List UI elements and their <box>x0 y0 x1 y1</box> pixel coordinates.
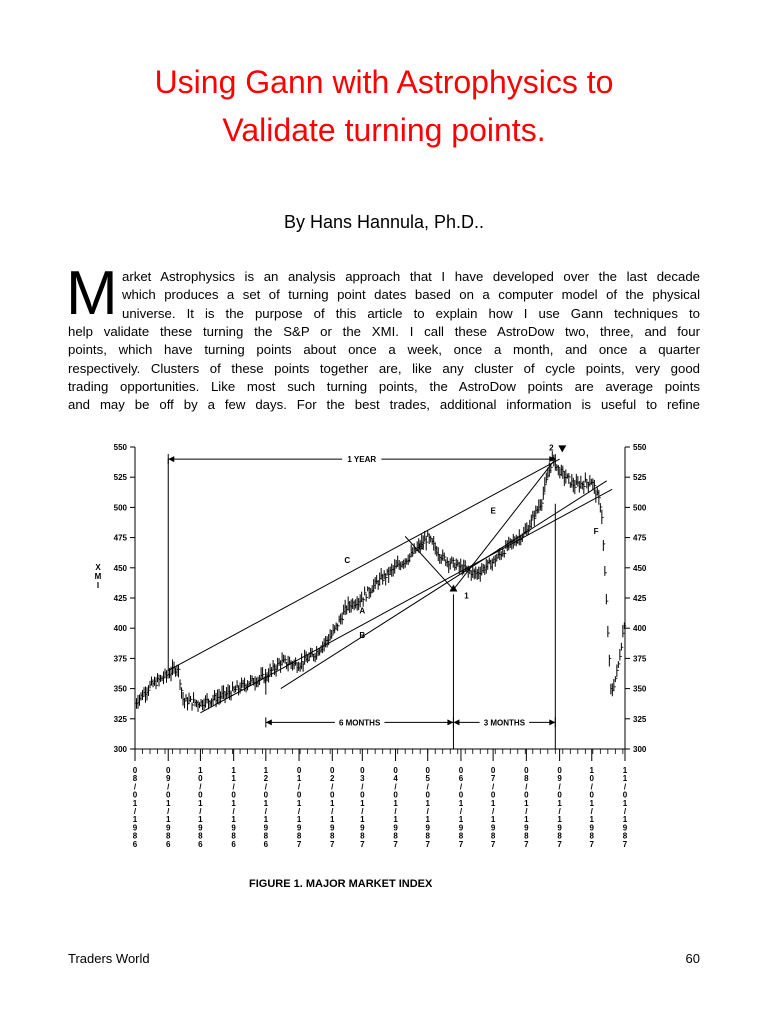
turning-point-2-marker <box>558 445 566 452</box>
y-tick-label-right: 550 <box>633 443 647 452</box>
y-axis-title: X M I <box>94 563 102 590</box>
paragraph-line: universe. It is the purpose of this article to explain how I use Gann techniques to <box>122 305 700 321</box>
trend-lines <box>168 459 612 749</box>
y-tick-label-left: 475 <box>113 533 127 543</box>
turning-point-2-label: 2 <box>549 443 554 453</box>
y-tick-label-right: 325 <box>633 714 647 724</box>
line-label-d: D <box>418 542 425 552</box>
article-title-line-2: Validate turning points. <box>222 112 546 148</box>
paragraph-line: respectively. Clusters of these points together are, like any cluster of cycle points, very good <box>68 360 700 376</box>
drop-cap: M <box>66 259 118 328</box>
y-tick-label-left: 400 <box>113 624 127 634</box>
y-tick-label-left: 425 <box>113 594 127 603</box>
y-tick-label-left: 375 <box>113 654 127 664</box>
span-six-months-label: 6 MONTHS <box>338 718 381 728</box>
y-tick-label-right: 400 <box>633 624 647 634</box>
y-tick-label-left: 525 <box>113 473 127 483</box>
footer-page-number: 60 <box>685 951 700 966</box>
line-label-e: E <box>490 506 496 516</box>
market-index-chart <box>80 432 655 902</box>
span-one-year-label: 1 YEAR <box>347 455 377 465</box>
article-title <box>40 58 728 154</box>
y-tick-label-left: 450 <box>113 563 127 573</box>
x-tick-label: 1 1 / 0 1 / 1 9 8 7 <box>622 766 628 849</box>
article-paragraph <box>68 323 700 414</box>
x-tick-label: 0 9 / 0 1 / 1 9 8 7 <box>557 766 562 849</box>
price-bars <box>135 451 626 712</box>
y-tick-label-left: 325 <box>113 714 127 724</box>
y-tick-label-right: 375 <box>633 654 647 664</box>
y-tick-label-right: 525 <box>633 473 647 483</box>
span-three-months-arrow-left <box>453 719 459 725</box>
x-tick-label: 0 6 / 0 1 / 1 9 8 7 <box>458 766 464 849</box>
market-index-figure <box>80 432 655 902</box>
paragraph-line: help validate these turning the S&P or the XMI. I call these AstroDow two, three, and four <box>68 324 700 339</box>
x-tick-label: 0 4 / 0 1 / 1 9 8 7 <box>393 766 398 849</box>
x-tick-label: 1 1 / 0 1 / 1 9 8 6 <box>231 766 236 849</box>
y-tick-label-left: 500 <box>113 503 127 513</box>
line-label-c: C <box>344 555 351 565</box>
line-label-f: F <box>593 526 599 536</box>
y-tick-label-right: 350 <box>633 684 647 694</box>
paragraph-line: points, which have turning points about once a week, once a month, and once a quarter <box>68 342 700 358</box>
span-three-months-arrow-right <box>549 719 555 725</box>
span-six-months-arrow-left <box>266 719 272 725</box>
article-title-line-1: Using Gann with Astrophysics to <box>154 64 614 100</box>
footer-publication: Traders World <box>68 951 150 966</box>
paragraph-line: and may be off by a few days. For the best trades, additional information is useful to refine <box>68 397 700 413</box>
x-tick-label: 0 8 / 0 1 / 1 9 8 7 <box>524 766 529 849</box>
trend-line-a <box>281 481 607 689</box>
paragraph-line: trading opportunities. Like most such turning points, the AstroDow points are average points <box>68 378 700 394</box>
x-tick-label: 1 0 / 0 1 / 1 9 8 6 <box>198 766 203 849</box>
y-tick-label-right: 500 <box>633 503 647 513</box>
x-tick-label: 0 3 / 0 1 / 1 9 8 7 <box>360 766 365 849</box>
paragraph-line: arket Astrophysics is an analysis approach that I have developed over the last decade <box>122 269 700 284</box>
turning-point-1-label: 1 <box>464 591 469 601</box>
article-paragraph-indented <box>122 268 700 323</box>
x-tick-label: 1 2 / 0 1 / 1 9 8 6 <box>263 766 269 849</box>
x-tick-label: 0 5 / 0 1 / 1 9 8 7 <box>425 766 430 849</box>
y-tick-label-left: 550 <box>113 443 127 452</box>
line-label-a: A <box>359 606 366 616</box>
figure-caption: FIGURE 1. MAJOR MARKET INDEX <box>249 878 433 890</box>
x-tick-label: 1 0 / 0 1 / 1 9 8 7 <box>589 766 594 849</box>
y-tick-label-right: 300 <box>633 745 647 754</box>
x-tick-label: 0 1 / 0 1 / 1 9 8 7 <box>296 766 302 849</box>
x-tick-label: 0 8 / 0 1 / 1 9 8 6 <box>132 766 138 849</box>
y-tick-label-right: 425 <box>633 594 647 603</box>
paragraph-line: which produces a set of turning point dates based on a computer model of the physical <box>122 287 700 303</box>
x-tick-label: 0 7 / 0 1 / 1 9 8 7 <box>490 766 496 849</box>
x-tick-label: 0 9 / 0 1 / 1 9 8 6 <box>166 766 171 849</box>
y-tick-label-right: 450 <box>633 563 647 573</box>
span-six-months-arrow-right <box>447 719 453 725</box>
chart-axes <box>95 443 647 849</box>
y-tick-label-right: 475 <box>633 533 647 543</box>
y-tick-label-left: 350 <box>113 684 127 694</box>
x-tick-label: 0 2 / 0 1 / 1 9 8 7 <box>330 766 335 849</box>
line-label-b: B <box>359 630 366 640</box>
byline: By Hans Hannula, Ph.D.. <box>283 212 485 232</box>
y-tick-label-left: 300 <box>113 745 127 754</box>
span-one-year-arrow-left <box>168 456 174 462</box>
span-three-months-label: 3 MONTHS <box>483 718 526 728</box>
